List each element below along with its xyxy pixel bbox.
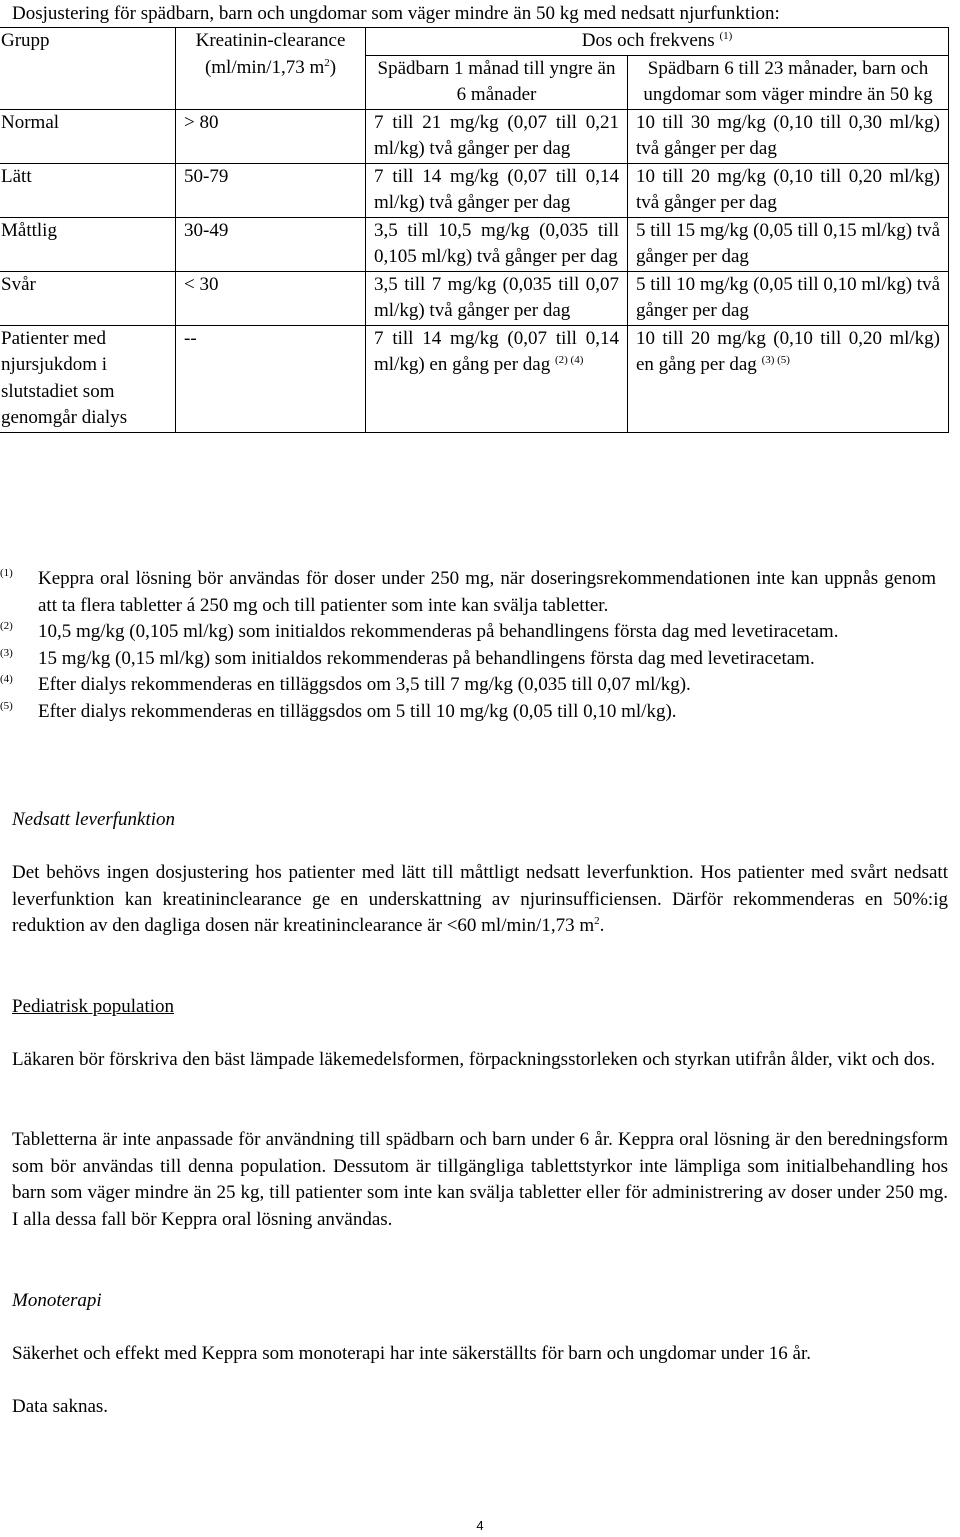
header-clearance: Kreatinin-clearance (ml/min/1,73 $m^2$) bbox=[176, 28, 366, 110]
paragraph-liver: Det behövs ingen dosjustering hos patienter med lätt till måttligt nedsatt leverfunktion. Hos patienter med svårt nedsatt leverfunktion kan kreatininclearance ge en underskattning av njurinsufficiensen. Därför rekommenderas en 50%:ig reduktion av den dagliga dosen när kreatininclearance är <60 ml/min/1,73 $m^2$. bbox=[12, 862, 948, 937]
row-clearance: 30-49 bbox=[176, 217, 366, 271]
row-clearance: 50-79 bbox=[176, 163, 366, 217]
table-row bbox=[0, 217, 949, 271]
header-group: Grupp bbox=[0, 28, 176, 110]
row-infant-dose: 7 till 14 mg/kg (0,07 till 0,14 ml/kg) två gånger per dag bbox=[366, 163, 628, 217]
table-row bbox=[0, 109, 949, 163]
section-title-pediatric: Pediatrisk population bbox=[12, 996, 175, 1017]
row-child-dose: 5 till 15 mg/kg (0,05 till 0,15 ml/kg) två gånger per dag bbox=[628, 217, 949, 271]
row-infant-dose: 3,5 till 10,5 mg/kg (0,035 till 0,105 ml/kg) två gånger per dag bbox=[366, 217, 628, 271]
row-child-dose: 5 till 10 mg/kg (0,05 till 0,10 ml/kg) två gånger per dag bbox=[628, 271, 949, 325]
table-row bbox=[0, 325, 949, 432]
row-clearance: -- bbox=[176, 325, 366, 432]
section-title-liver: Nedsatt leverfunktion bbox=[12, 809, 176, 830]
footnote: (1) Keppra oral lösning bör användas för doser under 250 mg, när doseringsrekommendationen inte kan uppnås genom att ta flera tabletter á 250 mg och till patienter som inte kan svälja tabletter. bbox=[0, 567, 936, 616]
table-header-row bbox=[0, 28, 949, 56]
paragraph-monotherapy-2: Data saknas. bbox=[12, 1396, 109, 1417]
dosage-table bbox=[0, 27, 949, 433]
row-child-dose: 10 till 20 mg/kg (0,10 till 0,20 ml/kg) två gånger per dag bbox=[628, 163, 949, 217]
paragraph-pediatric-1: Läkaren bör förskriva den bäst lämpade läkemedelsformen, förpackningsstorleken och styrkan utifrån ålder, vikt och dos. bbox=[12, 1049, 936, 1070]
row-clearance: > 80 bbox=[176, 109, 366, 163]
row-group: Patienter med njursjukdom i slutstadiet som genomgår dialys bbox=[0, 325, 176, 432]
footnote: (4) Efter dialys rekommenderas en tilläggsdos om 3,5 till 7 mg/kg (0,035 till 0,07 ml/kg). bbox=[0, 673, 691, 695]
table-row bbox=[0, 163, 949, 217]
paragraph-monotherapy-1: Säkerhet och effekt med Keppra som monoterapi har inte säkerställts för barn och ungdomar under 16 år. bbox=[12, 1343, 811, 1364]
row-group: Lätt bbox=[0, 163, 176, 217]
row-infant-dose: 7 till 21 mg/kg (0,07 till 0,21 ml/kg) två gånger per dag bbox=[366, 109, 628, 163]
header-dose: Dos och frekvens $^{(1)}$ bbox=[366, 28, 949, 56]
footnote: (2) 10,5 mg/kg (0,105 ml/kg) som initialdos rekommenderas på behandlingens första dag med levetiracetam. bbox=[0, 620, 839, 642]
footnotes bbox=[0, 566, 936, 725]
row-infant-dose: 3,5 till 7 mg/kg (0,035 till 0,07 ml/kg) två gånger per dag bbox=[366, 271, 628, 325]
table-row bbox=[0, 271, 949, 325]
table-heading: Dosjustering för spädbarn, barn och ungdomar som väger mindre än 50 kg med nedsatt njurfunktion: bbox=[12, 3, 780, 24]
paragraph-pediatric-2: Tabletterna är inte anpassade för användning till spädbarn och barn under 6 år. Keppra oral lösning är den beredningsform som bör användas till denna population. Dessutom är tillgängliga tablettstyrkor inte lämpliga som initialbehandling hos barn som väger mindre än 25 kg, till patienter som inte kan svälja tabletter eller för administrering av doser under 250 mg. I alla dessa fall bör Keppra oral lösning användas. bbox=[12, 1129, 948, 1231]
page-number: 4 bbox=[476, 1518, 484, 1533]
footnote: (3) 15 mg/kg (0,15 ml/kg) som initialdos rekommenderas på behandlingens första dag med levetiracetam. bbox=[0, 646, 815, 669]
section-title-monotherapy: Monoterapi bbox=[12, 1290, 102, 1311]
row-clearance: < 30 bbox=[176, 271, 366, 325]
footnote: (5) Efter dialys rekommenderas en tilläggsdos om 5 till 10 mg/kg (0,05 till 0,10 ml/kg). bbox=[0, 699, 677, 722]
row-group: Svår bbox=[0, 271, 176, 325]
row-child-dose: 10 till 30 mg/kg (0,10 till 0,30 ml/kg) två gånger per dag bbox=[628, 109, 949, 163]
header-child: Spädbarn 6 till 23 månader, barn och ungdomar som väger mindre än 50 kg bbox=[628, 55, 949, 109]
header-infant: Spädbarn 1 månad till yngre än 6 månader bbox=[366, 55, 628, 109]
row-group: Normal bbox=[0, 109, 176, 163]
row-child-dose: 10 till 20 mg/kg (0,10 till 0,20 ml/kg) en gång per dag $^{(3) (5)}$ bbox=[628, 325, 949, 432]
row-group: Måttlig bbox=[0, 217, 176, 271]
row-infant-dose: 7 till 14 mg/kg (0,07 till 0,14 ml/kg) en gång per dag $^{(2) (4)}$ bbox=[366, 325, 628, 432]
